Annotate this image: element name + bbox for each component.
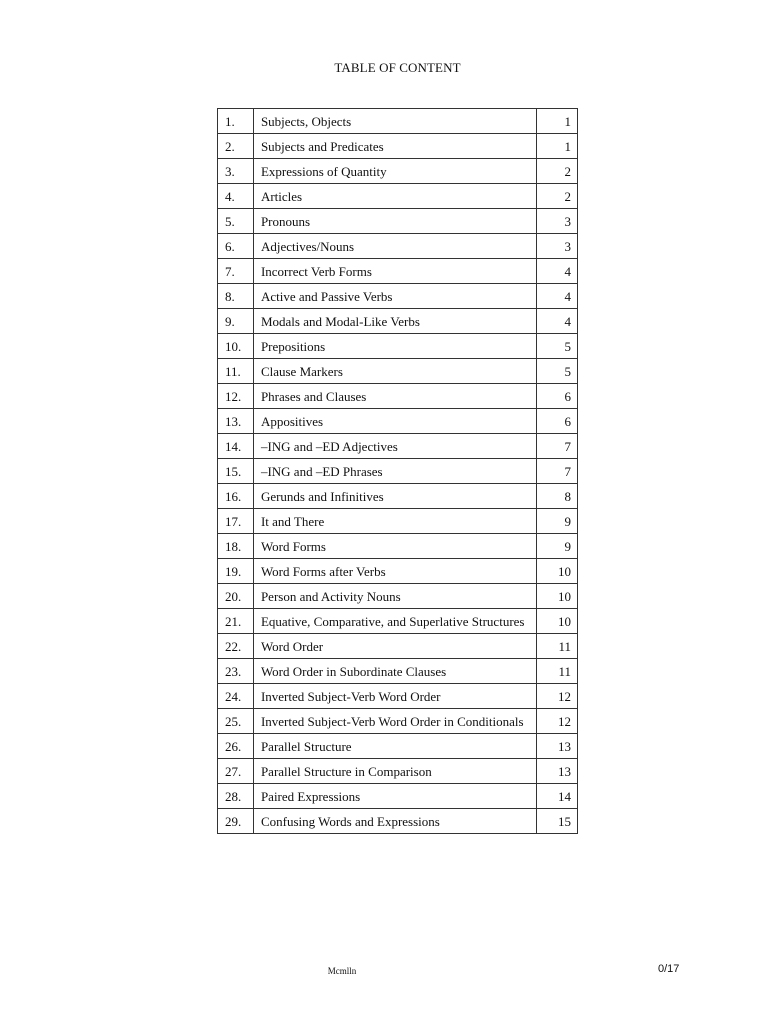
toc-page-number: 1: [537, 134, 578, 159]
toc-topic: Subjects, Objects: [253, 109, 536, 134]
toc-page-number: 2: [537, 159, 578, 184]
toc-row: [218, 409, 578, 434]
toc-page-number: 4: [537, 259, 578, 284]
toc-page-number: 12: [537, 709, 578, 734]
toc-page-number: 8: [537, 484, 578, 509]
toc-row: [218, 259, 578, 284]
toc-row: [218, 309, 578, 334]
toc-row: [218, 709, 578, 734]
toc-topic: Equative, Comparative, and Superlative Structures: [253, 609, 536, 634]
toc-number: 15.: [218, 459, 254, 484]
toc-page-number: 2: [537, 184, 578, 209]
toc-number: 29.: [218, 809, 254, 834]
toc-number: 26.: [218, 734, 254, 759]
toc-topic: Appositives: [253, 409, 536, 434]
toc-page-number: 3: [537, 234, 578, 259]
toc-number: 1.: [218, 109, 254, 134]
toc-row: [218, 659, 578, 684]
toc-page-number: 13: [537, 734, 578, 759]
toc-row: [218, 509, 578, 534]
toc-row: [218, 484, 578, 509]
toc-topic: Subjects and Predicates: [253, 134, 536, 159]
toc-table: [217, 108, 578, 834]
toc-page-number: 11: [537, 659, 578, 684]
toc-number: 21.: [218, 609, 254, 634]
toc-number: 12.: [218, 384, 254, 409]
toc-row: [218, 734, 578, 759]
toc-page-number: 15: [537, 809, 578, 834]
toc-topic: Modals and Modal-Like Verbs: [253, 309, 536, 334]
toc-topic: Adjectives/Nouns: [253, 234, 536, 259]
toc-page-number: 14: [537, 784, 578, 809]
toc-body: [218, 109, 578, 834]
toc-number: 25.: [218, 709, 254, 734]
toc-page-number: 12: [537, 684, 578, 709]
toc-page-number: 10: [537, 559, 578, 584]
toc-row: [218, 109, 578, 134]
toc-number: 8.: [218, 284, 254, 309]
toc-number: 18.: [218, 534, 254, 559]
toc-row: [218, 284, 578, 309]
toc-number: 9.: [218, 309, 254, 334]
toc-topic: Word Order in Subordinate Clauses: [253, 659, 536, 684]
toc-topic: Incorrect Verb Forms: [253, 259, 536, 284]
toc-topic: Phrases and Clauses: [253, 384, 536, 409]
toc-number: 23.: [218, 659, 254, 684]
toc-number: 14.: [218, 434, 254, 459]
toc-number: 17.: [218, 509, 254, 534]
toc-page-number: 11: [537, 634, 578, 659]
toc-number: 6.: [218, 234, 254, 259]
toc-topic: Inverted Subject-Verb Word Order in Conditionals: [253, 709, 536, 734]
page-indicator: 0/17: [658, 963, 680, 975]
toc-number: 19.: [218, 559, 254, 584]
toc-page-number: 4: [537, 284, 578, 309]
toc-topic: Parallel Structure in Comparison: [253, 759, 536, 784]
toc-row: [218, 159, 578, 184]
toc-topic: Person and Activity Nouns: [253, 584, 536, 609]
toc-number: 10.: [218, 334, 254, 359]
toc-row: [218, 209, 578, 234]
toc-page-number: 10: [537, 609, 578, 634]
footer-author: Mcmlln: [327, 966, 357, 976]
toc-topic: Confusing Words and Expressions: [253, 809, 536, 834]
toc-topic: Inverted Subject-Verb Word Order: [253, 684, 536, 709]
toc-topic: Word Forms: [253, 534, 536, 559]
toc-row: [218, 359, 578, 384]
toc-row: [218, 384, 578, 409]
toc-number: 5.: [218, 209, 254, 234]
toc-topic: Expressions of Quantity: [253, 159, 536, 184]
toc-number: 2.: [218, 134, 254, 159]
toc-row: [218, 784, 578, 809]
toc-topic: –ING and –ED Adjectives: [253, 434, 536, 459]
toc-topic: Articles: [253, 184, 536, 209]
toc-row: [218, 434, 578, 459]
toc-page-number: 5: [537, 334, 578, 359]
toc-row: [218, 634, 578, 659]
toc-page-number: 13: [537, 759, 578, 784]
page-title: TABLE OF CONTENT: [334, 60, 461, 75]
toc-page-number: 7: [537, 434, 578, 459]
toc-topic: Active and Passive Verbs: [253, 284, 536, 309]
toc-number: 11.: [218, 359, 254, 384]
toc-number: 7.: [218, 259, 254, 284]
toc-page-number: 9: [537, 509, 578, 534]
toc-row: [218, 684, 578, 709]
toc-page-number: 10: [537, 584, 578, 609]
toc-row: [218, 184, 578, 209]
toc-topic: Paired Expressions: [253, 784, 536, 809]
toc-topic: Word Forms after Verbs: [253, 559, 536, 584]
toc-number: 16.: [218, 484, 254, 509]
toc-topic: Word Order: [253, 634, 536, 659]
toc-topic: Prepositions: [253, 334, 536, 359]
toc-topic: –ING and –ED Phrases: [253, 459, 536, 484]
toc-page-number: 6: [537, 409, 578, 434]
toc-number: 4.: [218, 184, 254, 209]
toc-row: [218, 459, 578, 484]
toc-topic: Pronouns: [253, 209, 536, 234]
toc-page-number: 7: [537, 459, 578, 484]
toc-row: [218, 134, 578, 159]
toc-row: [218, 809, 578, 834]
toc-topic: It and There: [253, 509, 536, 534]
toc-number: 13.: [218, 409, 254, 434]
toc-row: [218, 759, 578, 784]
toc-number: 24.: [218, 684, 254, 709]
toc-row: [218, 609, 578, 634]
toc-row: [218, 559, 578, 584]
toc-row: [218, 234, 578, 259]
toc-topic: Clause Markers: [253, 359, 536, 384]
toc-page-number: 3: [537, 209, 578, 234]
toc-number: 22.: [218, 634, 254, 659]
toc-topic: Parallel Structure: [253, 734, 536, 759]
toc-page-number: 6: [537, 384, 578, 409]
toc-page-number: 9: [537, 534, 578, 559]
toc-page-number: 1: [537, 109, 578, 134]
toc-number: 3.: [218, 159, 254, 184]
toc-row: [218, 584, 578, 609]
toc-page-number: 5: [537, 359, 578, 384]
toc-row: [218, 534, 578, 559]
toc-number: 27.: [218, 759, 254, 784]
toc-row: [218, 334, 578, 359]
toc-page-number: 4: [537, 309, 578, 334]
toc-number: 28.: [218, 784, 254, 809]
toc-topic: Gerunds and Infinitives: [253, 484, 536, 509]
toc-number: 20.: [218, 584, 254, 609]
